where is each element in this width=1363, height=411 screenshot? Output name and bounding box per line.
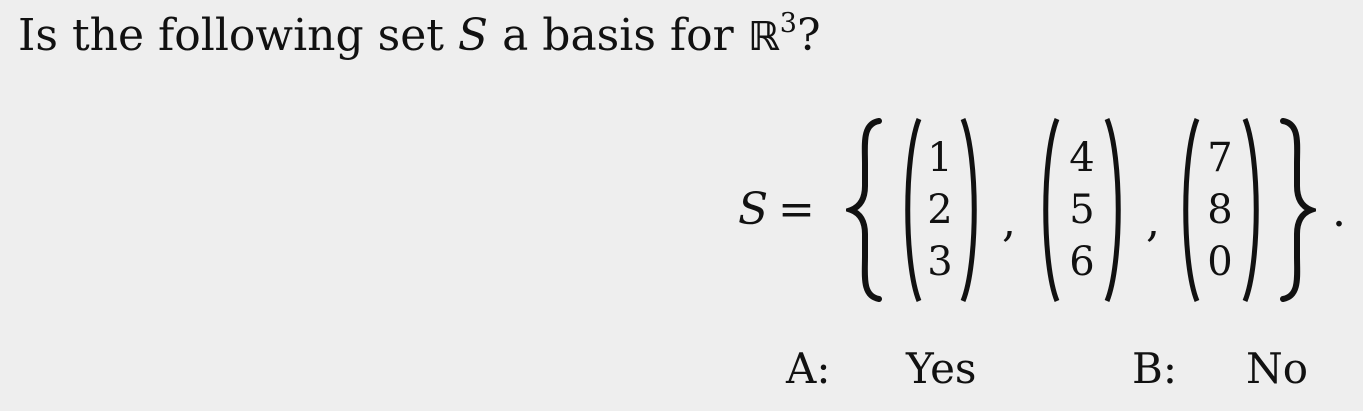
vector-1-entry-3: 3 — [927, 239, 953, 285]
vector-1-left-paren-icon — [898, 116, 922, 304]
vector-1-entry-1: 1 — [927, 135, 953, 181]
vector-3-entry-3: 0 — [1207, 239, 1233, 285]
space-exponent: 3 — [779, 8, 797, 39]
vector-3-entry-1: 7 — [1207, 135, 1233, 181]
vector-separator-1: , — [1002, 196, 1016, 247]
vector-2-entry-3: 6 — [1069, 239, 1095, 285]
vector-3-entry-2: 8 — [1207, 187, 1233, 233]
vector-3-right-paren-icon — [1242, 116, 1266, 304]
right-brace-icon — [1276, 118, 1316, 302]
vector-1-right-paren-icon — [960, 116, 984, 304]
set-symbol: S — [457, 10, 489, 61]
equals-sign: = — [778, 184, 815, 235]
vector-separator-2: , — [1146, 196, 1160, 247]
vector-2-entry-1: 4 — [1069, 135, 1095, 181]
question-middle: a basis for — [488, 10, 748, 61]
question-prefix: Is the following set — [18, 10, 458, 61]
answer-a-label: A: — [786, 344, 831, 393]
answer-a-text[interactable]: Yes — [906, 344, 977, 393]
answer-b-text[interactable]: No — [1246, 344, 1309, 393]
vector-2-left-paren-icon — [1036, 116, 1060, 304]
answer-b-label: B: — [1132, 344, 1178, 393]
question-suffix: ? — [796, 10, 821, 61]
real-space-symbol: ℝ — [747, 14, 780, 60]
left-brace-icon — [846, 118, 886, 302]
vector-2-right-paren-icon — [1104, 116, 1128, 304]
vector-1-entry-2: 2 — [927, 187, 953, 233]
vector-2-entry-2: 5 — [1069, 187, 1095, 233]
equation-terminator: . — [1332, 186, 1346, 237]
equation-lhs: S — [738, 184, 769, 235]
vector-3-left-paren-icon — [1176, 116, 1200, 304]
